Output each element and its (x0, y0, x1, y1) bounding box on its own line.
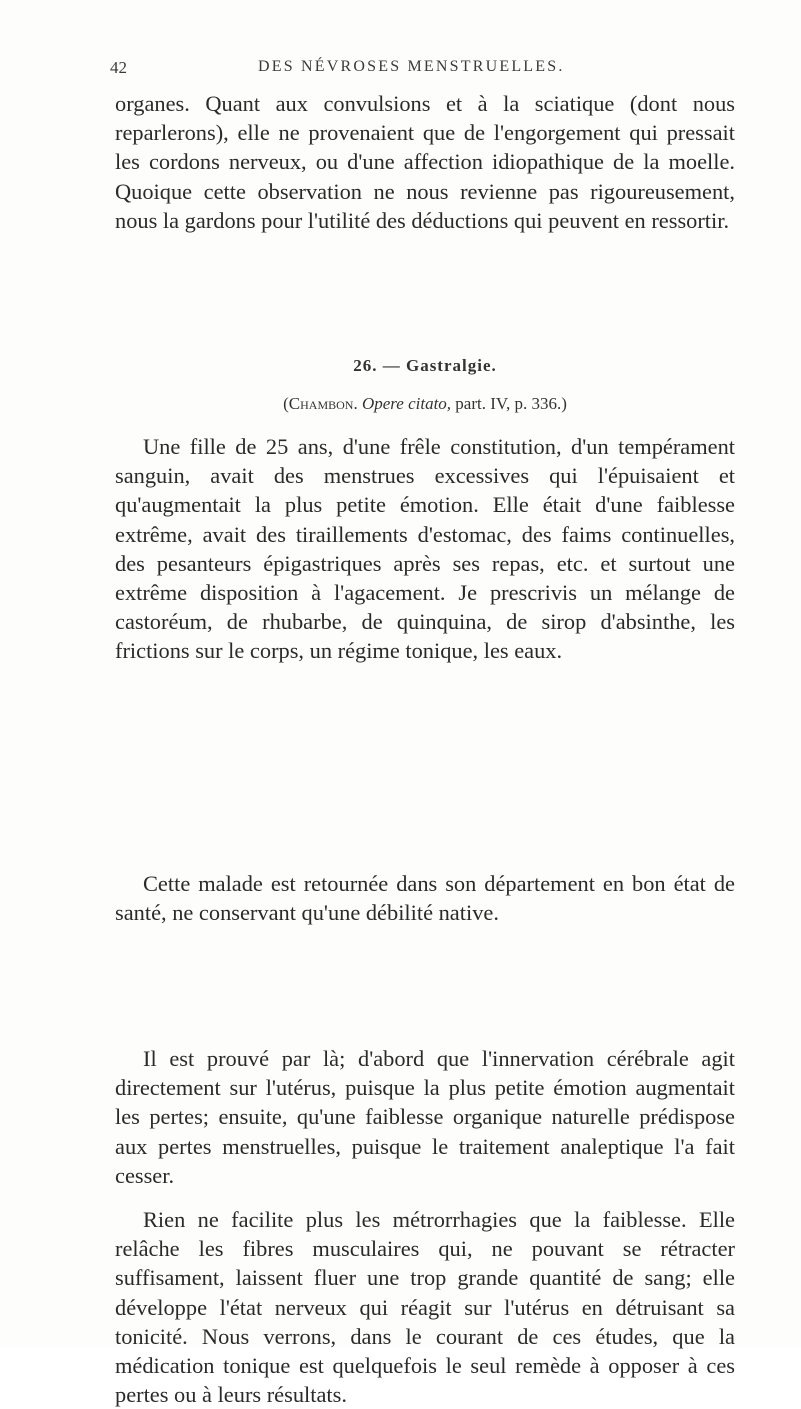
paragraph-weakness: Rien ne facilite plus les métrorrhagies que la faiblesse. Elle relâche les fibres musculaires qui, ne pouvant se rétracter suffisament, laissent fluer une trop grande quantité de sang; elle développe l'état nerveux qui réagit sur l'utérus en détruisant sa tonicité. Nous verrons, dans le courant de ces études, que la médication tonique est quelquefois le seul remède à opposer à ces pertes ou à leurs résultats. (115, 1207, 735, 1408)
running-head (110, 58, 750, 84)
citation-open: ( (283, 394, 289, 413)
paragraph-outcome: Cette malade est retournée dans son département en bon état de santé, ne conservant qu'une débilité native. (115, 871, 735, 926)
paragraph-case-description: Une fille de 25 ans, d'une frêle constitution, d'un tempérament sanguin, avait des menstrues excessives qui l'épuisaient et qu'augmentait la plus petite émotion. Elle était d'une faiblesse extrême, avait des tiraillements d'estomac, des faims continuelles, des pesanteurs épigastriques après ses repas, etc. et surtout une extrême disposition à l'agacement. Je prescrivis un mélange de castoréum, de rhubarbe, de quinquina, de sirop d'absinthe, les frictions sur le corps, un régime tonique, les eaux. (115, 434, 735, 664)
section-heading: 26. — Gastralgie. (353, 356, 497, 375)
paragraph-organes: organes. Quant aux convulsions et à la sciatique (dont nous reparlerons), elle ne provenaient que de l'engorgement qui pressait les cordons nerveux, ou d'une affection idiopathique de la moelle. Quoique cette observation ne nous revienne pas rigoureusement, nous la gardons pour l'utilité des déductions qui peuvent en ressortir. (115, 91, 735, 233)
paragraph-deduction: Il est prouvé par là; d'abord que l'innervation cérébrale agit directement sur l'utérus, puisque la plus petite émotion augmentait les pertes; ensuite, qu'une faiblesse organique naturelle prédispose aux pertes menstruelles, puisque le traitement analeptique l'a fait cesser. (115, 1046, 735, 1188)
citation-rest: part. IV, p. 336.) (455, 394, 567, 413)
citation-work: Opere citato, (361, 394, 452, 413)
page-number: 42 (110, 58, 127, 77)
citation-author: Chambon. (288, 394, 358, 413)
source-citation (115, 394, 735, 414)
running-title: DES NÉVROSES MENSTRUELLES. (258, 58, 565, 75)
